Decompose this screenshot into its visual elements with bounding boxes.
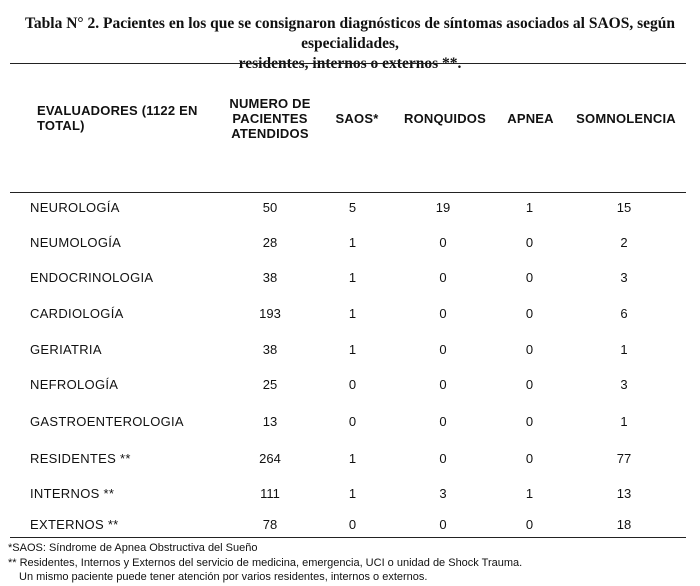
table-row xyxy=(0,413,700,431)
cell-apnea: 0 xyxy=(525,517,534,532)
cell-ronquidos: 0 xyxy=(439,270,447,285)
header-pacientes-line-2: PACIENTES xyxy=(232,111,308,126)
header-pacientes-line-3: ATENDIDOS xyxy=(231,126,309,141)
cell-saos: 1 xyxy=(348,451,357,466)
cell-apnea: 1 xyxy=(525,200,534,215)
top-rule xyxy=(10,63,686,64)
table-row xyxy=(0,305,700,323)
header-apnea: APNEA xyxy=(507,111,554,126)
cell-saos: 0 xyxy=(348,377,357,392)
header-saos: SAOS* xyxy=(335,111,379,126)
cell-saos: 5 xyxy=(348,200,357,215)
cell-pacientes: 50 xyxy=(262,200,278,215)
cell-pacientes: 13 xyxy=(262,414,278,429)
cell-saos: 1 xyxy=(348,306,357,321)
footnote-others-cont: Un mismo paciente puede tener atención por varios residentes, internos o externos. xyxy=(19,571,428,583)
cell-evaluador: NEFROLOGÍA xyxy=(30,377,119,392)
cell-evaluador: EXTERNOS ** xyxy=(30,517,119,532)
cell-pacientes: 78 xyxy=(262,517,278,532)
cell-ronquidos: 0 xyxy=(439,377,447,392)
cell-apnea: 0 xyxy=(525,451,534,466)
cell-ronquidos: 0 xyxy=(439,414,447,429)
cell-saos: 0 xyxy=(348,414,357,429)
table-title-line-2: residentes, internos o externos **. xyxy=(238,55,462,72)
footnote-saos: *SAOS: Síndrome de Apnea Obstructiva del Sueño xyxy=(8,542,258,554)
cell-saos: 1 xyxy=(348,342,357,357)
cell-evaluador: CARDIOLOGÍA xyxy=(30,306,124,321)
cell-ronquidos: 0 xyxy=(439,235,447,250)
cell-ronquidos: 3 xyxy=(439,486,447,501)
table-row xyxy=(0,199,700,217)
cell-saos: 1 xyxy=(348,486,357,501)
cell-ronquidos: 0 xyxy=(439,451,447,466)
cell-evaluador: GASTROENTEROLOGIA xyxy=(30,414,184,429)
header-ronquidos: RONQUIDOS xyxy=(404,111,486,126)
cell-pacientes: 111 xyxy=(260,486,280,501)
cell-somnolencia: 1 xyxy=(620,342,628,357)
table-row xyxy=(0,516,700,534)
cell-saos: 0 xyxy=(348,517,357,532)
cell-apnea: 0 xyxy=(525,306,534,321)
header-rule xyxy=(10,192,686,193)
header-somnolencia: SOMNOLENCIA xyxy=(576,111,676,126)
cell-somnolencia: 13 xyxy=(616,486,632,501)
bottom-rule xyxy=(10,537,686,538)
cell-somnolencia: 3 xyxy=(620,377,628,392)
cell-ronquidos: 19 xyxy=(435,200,451,215)
table-row xyxy=(0,450,700,468)
header-evaluadores-line-2: TOTAL) xyxy=(37,118,85,133)
table-row xyxy=(0,269,700,287)
cell-evaluador: INTERNOS ** xyxy=(30,486,115,501)
cell-somnolencia: 2 xyxy=(620,235,628,250)
cell-pacientes: 38 xyxy=(262,270,278,285)
cell-pacientes: 193 xyxy=(259,306,281,321)
cell-evaluador: ENDOCRINOLOGIA xyxy=(30,270,154,285)
cell-evaluador: GERIATRIA xyxy=(30,342,102,357)
header-pacientes-atendidos xyxy=(220,96,320,141)
footnotes xyxy=(8,541,694,585)
header-pacientes-line-1: NUMERO DE xyxy=(229,96,311,111)
cell-evaluador: NEUMOLOGÍA xyxy=(30,235,122,250)
cell-somnolencia: 77 xyxy=(616,451,632,466)
cell-somnolencia: 15 xyxy=(616,200,632,215)
cell-apnea: 0 xyxy=(525,414,534,429)
cell-ronquidos: 0 xyxy=(439,342,447,357)
cell-pacientes: 38 xyxy=(262,342,278,357)
cell-somnolencia: 6 xyxy=(620,306,628,321)
table-row xyxy=(0,376,700,394)
cell-apnea: 0 xyxy=(525,377,534,392)
table-row xyxy=(0,485,700,503)
cell-somnolencia: 3 xyxy=(620,270,628,285)
cell-pacientes: 25 xyxy=(262,377,278,392)
cell-apnea: 0 xyxy=(525,270,534,285)
cell-somnolencia: 1 xyxy=(620,414,628,429)
table-row xyxy=(0,341,700,359)
cell-ronquidos: 0 xyxy=(439,517,447,532)
cell-evaluador: NEUROLOGÍA xyxy=(30,200,120,215)
cell-apnea: 0 xyxy=(525,342,534,357)
cell-somnolencia: 18 xyxy=(616,517,632,532)
cell-saos: 1 xyxy=(348,270,357,285)
footnote-others: ** Residentes, Internos y Externos del servicio de medicina, emergencia, UCI o unidad de Shock Trauma. xyxy=(8,556,523,569)
table-title-line-1: Tabla N° 2. Pacientes en los que se consignaron diagnósticos de síntomas asociados al SAOS, según especialidades, xyxy=(25,15,675,52)
table-title xyxy=(0,14,700,74)
table-row xyxy=(0,234,700,252)
cell-apnea: 0 xyxy=(525,235,534,250)
cell-ronquidos: 0 xyxy=(439,306,447,321)
cell-pacientes: 264 xyxy=(259,451,281,466)
cell-apnea: 1 xyxy=(525,486,534,501)
cell-pacientes: 28 xyxy=(262,235,278,250)
header-evaluadores xyxy=(37,103,227,133)
cell-evaluador: RESIDENTES ** xyxy=(30,451,131,466)
cell-saos: 1 xyxy=(348,235,357,250)
header-evaluadores-line-1: EVALUADORES (1122 EN xyxy=(37,103,198,118)
